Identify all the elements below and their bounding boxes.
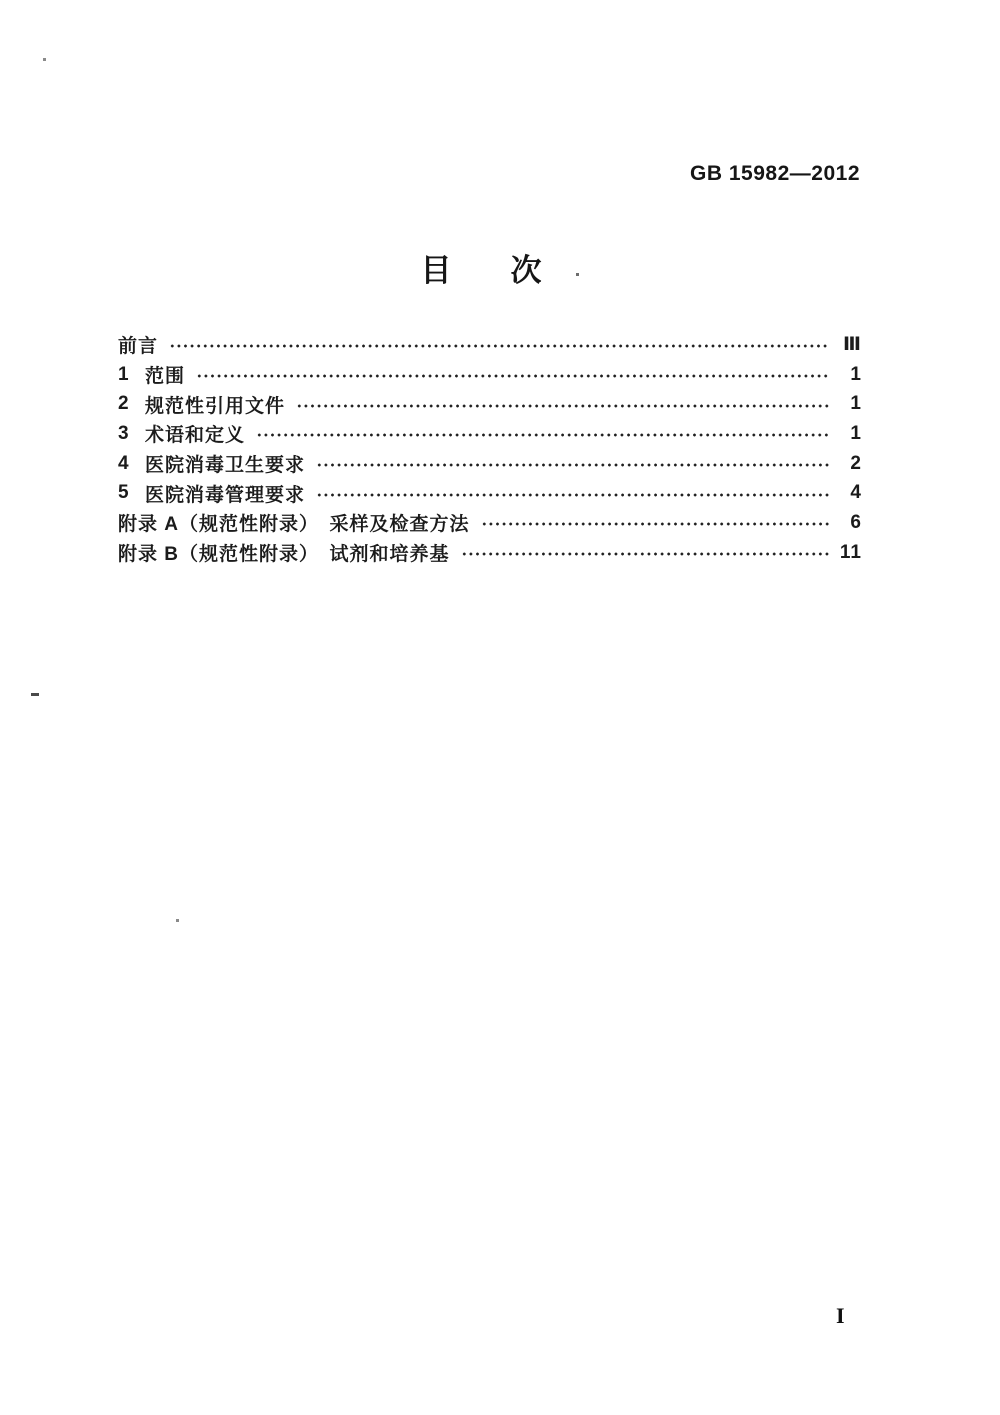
toc-entry [118, 449, 862, 479]
dotted-leader [481, 521, 829, 527]
toc-entry-page: Ⅲ [843, 334, 862, 356]
toc-entry-number: 3 [118, 422, 130, 444]
toc-entry-page: 2 [850, 452, 862, 474]
standard-code-header: GB 15982—2012 [690, 162, 860, 185]
toc-entry-page: 11 [839, 541, 862, 563]
toc-entry-number: 1 [118, 363, 130, 385]
toc-entry-label: 规范性引用文件 [145, 395, 286, 417]
toc-entry [118, 330, 862, 360]
dotted-leader [256, 432, 829, 438]
toc-entry-label: 前言 [118, 336, 159, 358]
toc-entry-page: 1 [850, 422, 862, 444]
toc-entry-page: 6 [850, 511, 862, 533]
toc-entry-page: 1 [850, 363, 862, 385]
toc-entry-label: 医院消毒管理要求 [145, 484, 306, 506]
dotted-leader [316, 492, 829, 498]
toc-entry-label: 附录 A（规范性附录） 采样及检查方法 [118, 514, 470, 536]
dotted-leader [169, 343, 829, 349]
dotted-leader [461, 551, 829, 557]
scan-speck [576, 273, 579, 276]
toc-entry-label: 术语和定义 [145, 425, 246, 447]
scan-speck [176, 919, 179, 922]
toc-entry-label: 范围 [145, 366, 186, 388]
toc-entry-number: 5 [118, 482, 130, 504]
toc-entry-label: 附录 B（规范性附录） 试剂和培养基 [118, 544, 450, 566]
table-of-contents [118, 330, 862, 568]
toc-entry-page: 4 [850, 482, 862, 504]
dotted-leader [196, 373, 829, 379]
toc-entry [118, 508, 862, 538]
toc-entry-label: 医院消毒卫生要求 [145, 455, 306, 477]
scan-speck [31, 693, 39, 696]
toc-entry-number: 2 [118, 393, 130, 415]
scan-speck [43, 58, 46, 61]
dotted-leader [316, 462, 829, 468]
toc-entry-number: 4 [118, 452, 130, 474]
toc-entry [118, 389, 862, 419]
toc-entry [118, 360, 862, 390]
toc-entry [118, 419, 862, 449]
toc-entry-page: 1 [850, 393, 862, 415]
toc-entry [118, 478, 862, 508]
toc-entry [118, 538, 862, 568]
page-title: 目 次 [420, 253, 556, 288]
footer-page-number: I [836, 1303, 845, 1328]
dotted-leader [296, 403, 829, 409]
